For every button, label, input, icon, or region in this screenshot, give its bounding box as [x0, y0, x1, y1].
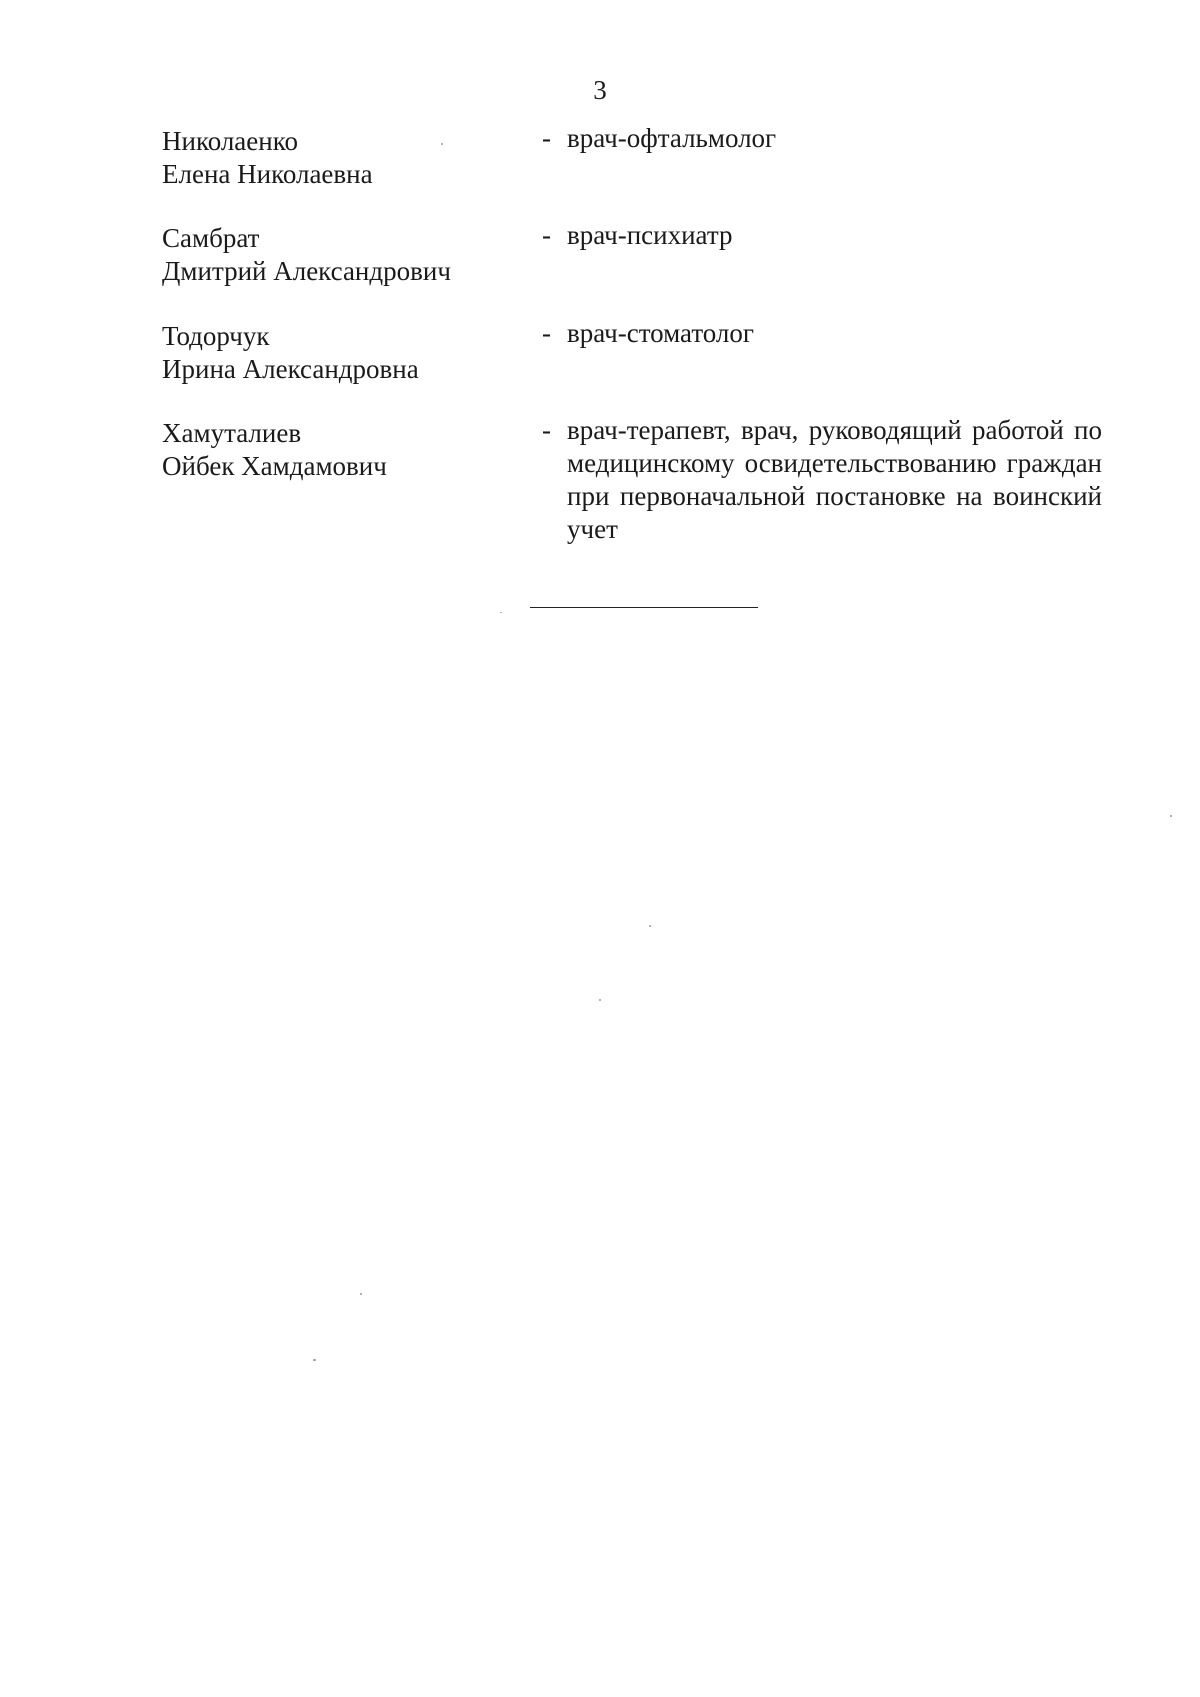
member-name [162, 222, 522, 288]
member-surname: Хамуталиев [162, 418, 302, 448]
role-text: врач-психиатр [567, 220, 733, 250]
member-role [542, 317, 1102, 350]
role-dash: - [542, 318, 551, 348]
scan-speck [441, 143, 443, 145]
member-given-names: Ойбек Хамдамович [162, 451, 387, 481]
member-surname: Тодорчук [162, 321, 270, 351]
member-surname: Николаенко [162, 126, 298, 156]
role-dash: - [542, 220, 551, 250]
member-name [162, 125, 522, 191]
scan-speck [313, 1359, 316, 1361]
member-name [162, 417, 522, 483]
member-role [542, 219, 1102, 252]
scan-speck [649, 925, 651, 927]
scan-speck [360, 1293, 362, 1295]
member-surname: Самбрат [162, 223, 260, 253]
member-given-names: Ирина Александровна [162, 354, 419, 384]
end-of-list-divider [530, 607, 758, 608]
role-dash: - [542, 415, 551, 445]
role-text: врач-стоматолог [567, 318, 754, 348]
role-dash: - [542, 123, 551, 153]
member-role [542, 414, 1102, 546]
role-text: врач-офтальмолог [567, 123, 777, 153]
member-role [542, 122, 1102, 155]
scan-speck [599, 999, 601, 1001]
page-number: 3 [593, 75, 607, 105]
member-given-names: Елена Николаевна [162, 159, 373, 189]
scan-speck [1170, 815, 1172, 817]
role-text: врач-терапевт, врач, руководящий работой по медицинскому освидетельствованию граждан при первоначальной постановке на воинский учет [567, 415, 1102, 544]
member-name [162, 320, 522, 386]
member-given-names: Дмитрий Александрович [162, 256, 451, 286]
scan-speck [500, 612, 502, 613]
